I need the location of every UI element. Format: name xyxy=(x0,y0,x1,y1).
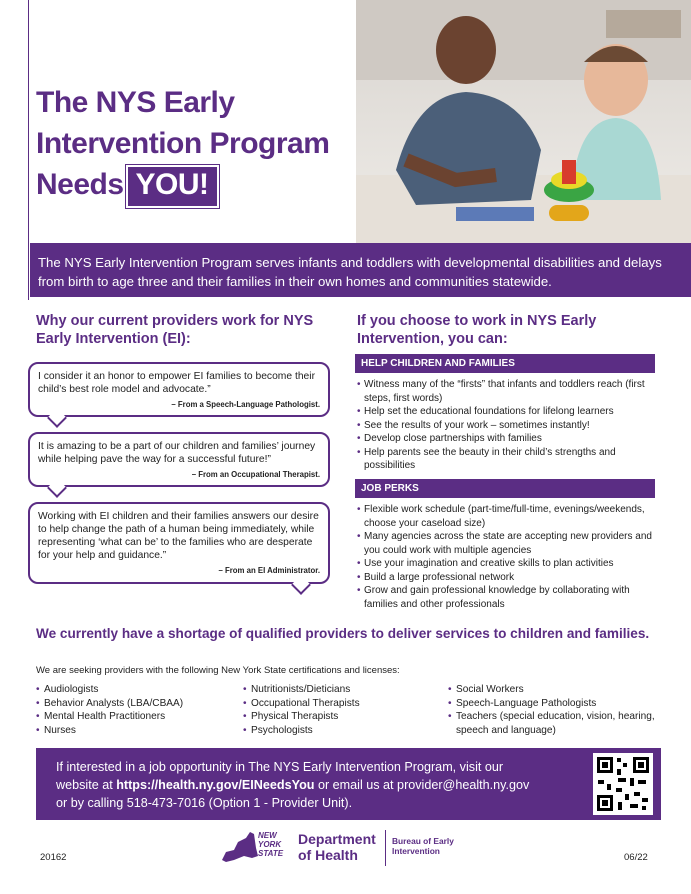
list-item: • Witness many of the “firsts” that infants and toddlers reach (first steps, first words) xyxy=(357,378,657,405)
logo-bureau: Bureau of Early Intervention xyxy=(392,836,454,856)
cert-list-col3 xyxy=(448,683,663,737)
list-item: • Many agencies across the state are accepting new providers and you could work with multiple agencies xyxy=(357,530,657,557)
list-item: • Mental Health Practitioners xyxy=(36,710,241,724)
form-date: 06/22 xyxy=(624,852,648,863)
quote-card xyxy=(28,362,330,417)
logo-divider xyxy=(385,830,386,866)
list-item: • Psychologists xyxy=(243,724,448,738)
father-child-photo-icon xyxy=(356,0,691,243)
list-item: • Nutritionists/Dieticians xyxy=(243,683,448,697)
list-item: • Behavior Analysts (LBA/CBAA) xyxy=(36,697,241,711)
perks-list xyxy=(357,503,657,611)
nys-map-icon xyxy=(220,830,260,866)
title-line-1: The NYS Early xyxy=(36,86,235,119)
list-item: • See the results of your work – sometimes instantly! xyxy=(357,419,657,433)
contact-line-1: If interested in a job opportunity in The NYS Early Intervention Program, visit our xyxy=(56,760,504,774)
list-item: • Build a large professional network xyxy=(357,571,657,585)
list-item: • Use your imagination and creative skills to plan activities xyxy=(357,557,657,571)
speech-tail-icon xyxy=(291,575,311,595)
hero-photo xyxy=(356,0,691,243)
quote-text: Working with EI children and their families answers our desire to help change the path of a human being immediately, while representing ‘what can be’ to the families who are desperate for your help and guidance.” xyxy=(38,511,319,561)
quote-card xyxy=(28,432,330,487)
title-needs: Needs xyxy=(36,168,124,201)
choose-heading: If you choose to work in NYS Early Intervention, you can: xyxy=(357,313,597,347)
title-line-3 xyxy=(36,164,356,206)
speech-tail-icon xyxy=(47,478,67,498)
contact-line-3: or by calling 518-473-7016 (Option 1 - Provider Unit). xyxy=(56,796,353,810)
quote-attribution: – From an EI Administrator. xyxy=(218,566,320,575)
quote-attribution: – From an Occupational Therapist. xyxy=(191,470,320,479)
seeking-text: We are seeking providers with the following New York State certifications and licenses: xyxy=(36,665,400,676)
title-line-2: Intervention Program xyxy=(36,127,330,160)
list-item: • Social Workers xyxy=(448,683,663,697)
quote-card xyxy=(28,502,330,584)
list-item: • Grow and gain professional knowledge by collaborating with families and other professionals xyxy=(357,584,657,611)
why-section xyxy=(36,312,336,348)
contact-banner xyxy=(36,748,661,820)
cert-list-col1 xyxy=(36,683,241,737)
email-text[interactable]: or email us at provider@health.ny.gov xyxy=(314,778,530,792)
nys-doh-logo xyxy=(220,827,480,869)
speech-tail-icon xyxy=(47,408,67,428)
form-code: 20162 xyxy=(40,852,67,863)
quote-text: It is amazing to be a part of our children and families’ journey while helping pave the way for a successful future!” xyxy=(38,441,316,465)
contact-line-2 xyxy=(56,776,661,794)
list-item: • Speech-Language Pathologists xyxy=(448,697,663,711)
website-link[interactable]: https://health.ny.gov/EINeedsYou xyxy=(116,778,315,792)
quote-attribution: – From a Speech-Language Pathologist. xyxy=(171,400,320,409)
choose-section xyxy=(357,312,657,348)
list-item: • Physical Therapists xyxy=(243,710,448,724)
logo-department: Department of Health xyxy=(298,831,376,863)
list-item: • Help parents see the beauty in their child’s strengths and possibilities xyxy=(357,446,657,473)
list-item: • Develop close partnerships with families xyxy=(357,432,657,446)
cert-list-col2 xyxy=(243,683,448,737)
list-item: • Teachers (special education, vision, hearing, speech and language) xyxy=(448,710,663,737)
list-item: • Audiologists xyxy=(36,683,241,697)
list-item: • Flexible work schedule (part-time/full-time, evenings/weekends, choose your caseload size) xyxy=(357,503,657,530)
logo-state: NEW YORK STATE xyxy=(258,831,284,858)
quote-text: I consider it an honor to empower EI families to become their child’s best role model and advocate.” xyxy=(38,371,316,395)
left-border-line xyxy=(28,0,29,300)
you-highlight: YOU! xyxy=(128,167,217,206)
contact-text: website at xyxy=(56,778,117,792)
shortage-heading: We currently have a shortage of qualified providers to deliver services to children and families. xyxy=(36,626,650,641)
intro-banner: The NYS Early Intervention Program serves infants and toddlers with developmental disabilities and delays from birth to age three and their families in their own homes and communities statewide. xyxy=(30,243,691,297)
perks-heading-bar: JOB PERKS xyxy=(355,479,655,498)
list-item: • Nurses xyxy=(36,724,241,738)
help-list xyxy=(357,378,657,473)
help-heading-bar: HELP CHILDREN AND FAMILIES xyxy=(355,354,655,373)
why-heading: Why our current providers work for NYS Early Intervention (EI): xyxy=(36,313,314,347)
list-item: • Help set the educational foundations for lifelong learners xyxy=(357,405,657,419)
page-title xyxy=(36,82,356,206)
list-item: • Occupational Therapists xyxy=(243,697,448,711)
qr-code-icon[interactable] xyxy=(593,753,653,815)
